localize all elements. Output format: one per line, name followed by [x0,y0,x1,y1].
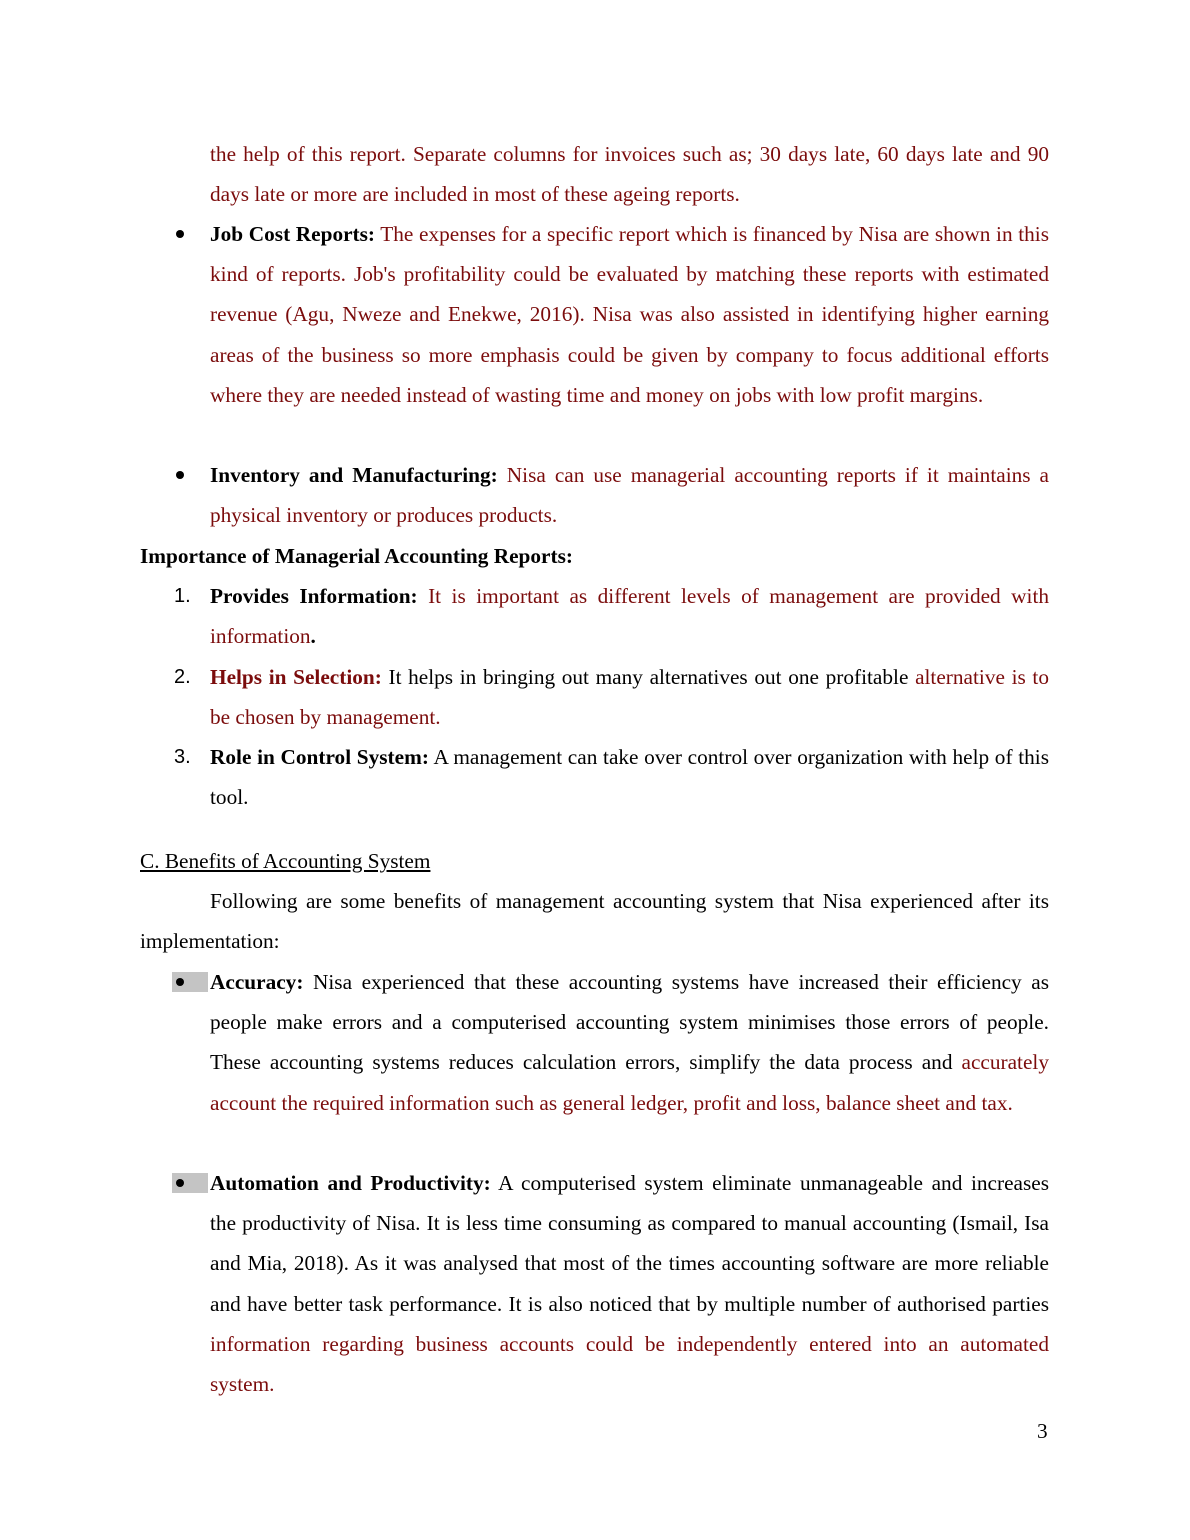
continuation-text: the help of this report. Separate columns for invoices such as; 30 days late, 60 days late and 90 days late or more are included in most of these ageing reports. [210,142,1049,207]
bullet-accuracy [176,962,212,1002]
list-item-role-in-control [210,737,1049,817]
list-item-automation-productivity [210,1163,1049,1404]
page-number: 3 [1037,1419,1048,1443]
item-text: Nisa can use managerial accounting reports if it maintains a physical inventory or produces products. [210,463,1049,528]
bullet-dot-icon [176,978,184,986]
item-text: A management can take over control over organization with help of this tool. [210,745,1049,810]
list-item-helps-in-selection [210,657,1049,737]
item-label: Role in Control System: [210,745,429,769]
section-c-intro [140,881,1049,961]
bullet-dot-icon [176,230,184,238]
list-item-job-cost-reports [210,214,1049,415]
item-trailing-period: . [310,624,316,649]
section-c-heading: C. Benefits of Accounting System [140,849,431,873]
item-label: Job Cost Reports: [210,222,376,246]
item-text-red: alternative is to be chosen by management. [210,665,1049,730]
item-text: The expenses for a specific report which is financed by Nisa are shown in this kind of reports. Job's profitability could be evaluated by matching these reports with estimated revenue (Agu, Nweze and Enekwe, 2016). Nisa was also assisted in identifying higher earning areas of the business so more emphasis could be given by company to focus additional efforts where they are needed instead of wasting time and money on jobs with low profit margins. [210,222,1049,407]
bullet-inventory [176,455,212,495]
list-item-accuracy [210,962,1049,1123]
list-number-1: 1. [174,585,191,607]
item-label: Automation and Productivity: [210,1171,491,1195]
item-label: Inventory and Manufacturing: [210,463,498,487]
item-text-black: Nisa experienced that these accounting systems have increased their efficiency as people make errors and a computerised accounting system minimises those errors of people. These accounting systems reduces calculation errors, simplify the data process and [210,970,1049,1075]
item-label: Provides Information: [210,584,418,608]
item-text-black: It helps in bringing out many alternatives out one profitable [388,665,909,689]
intro-text: Following are some benefits of management accounting system that Nisa experienced after its implementation: [140,889,1049,954]
bullet-automation [176,1163,212,1203]
list-number-3: 3. [174,746,191,768]
bullet-dot-icon [176,471,184,479]
list-number-2: 2. [174,666,191,688]
list-item-inventory-manufacturing [210,455,1049,535]
bullet-job-cost [176,214,212,254]
continuation-paragraph [210,134,1049,214]
item-label: Accuracy: [210,970,304,994]
item-text-black: A computerised system eliminate unmanageable and increases the productivity of Nisa. It is less time consuming as compared to manual accounting (Ismail, Isa and Mia, 2018). As it was analysed that most of the times accounting software are more reliable and have better task performance. It is also noticed that by multiple number of authorised parties [210,1171,1050,1316]
item-text-red: accurately account the required information such as general ledger, profit and loss, balance sheet and tax. [210,1050,1049,1115]
item-label: Helps in Selection: [210,665,382,689]
importance-heading: Importance of Managerial Accounting Reports: [140,544,573,568]
list-item-provides-information [210,576,1049,656]
item-text-red: information regarding business accounts could be independently entered into an automated system. [210,1331,1049,1397]
bullet-dot-icon [176,1179,184,1187]
item-text: It is important as different levels of management are provided with information [210,584,1050,649]
